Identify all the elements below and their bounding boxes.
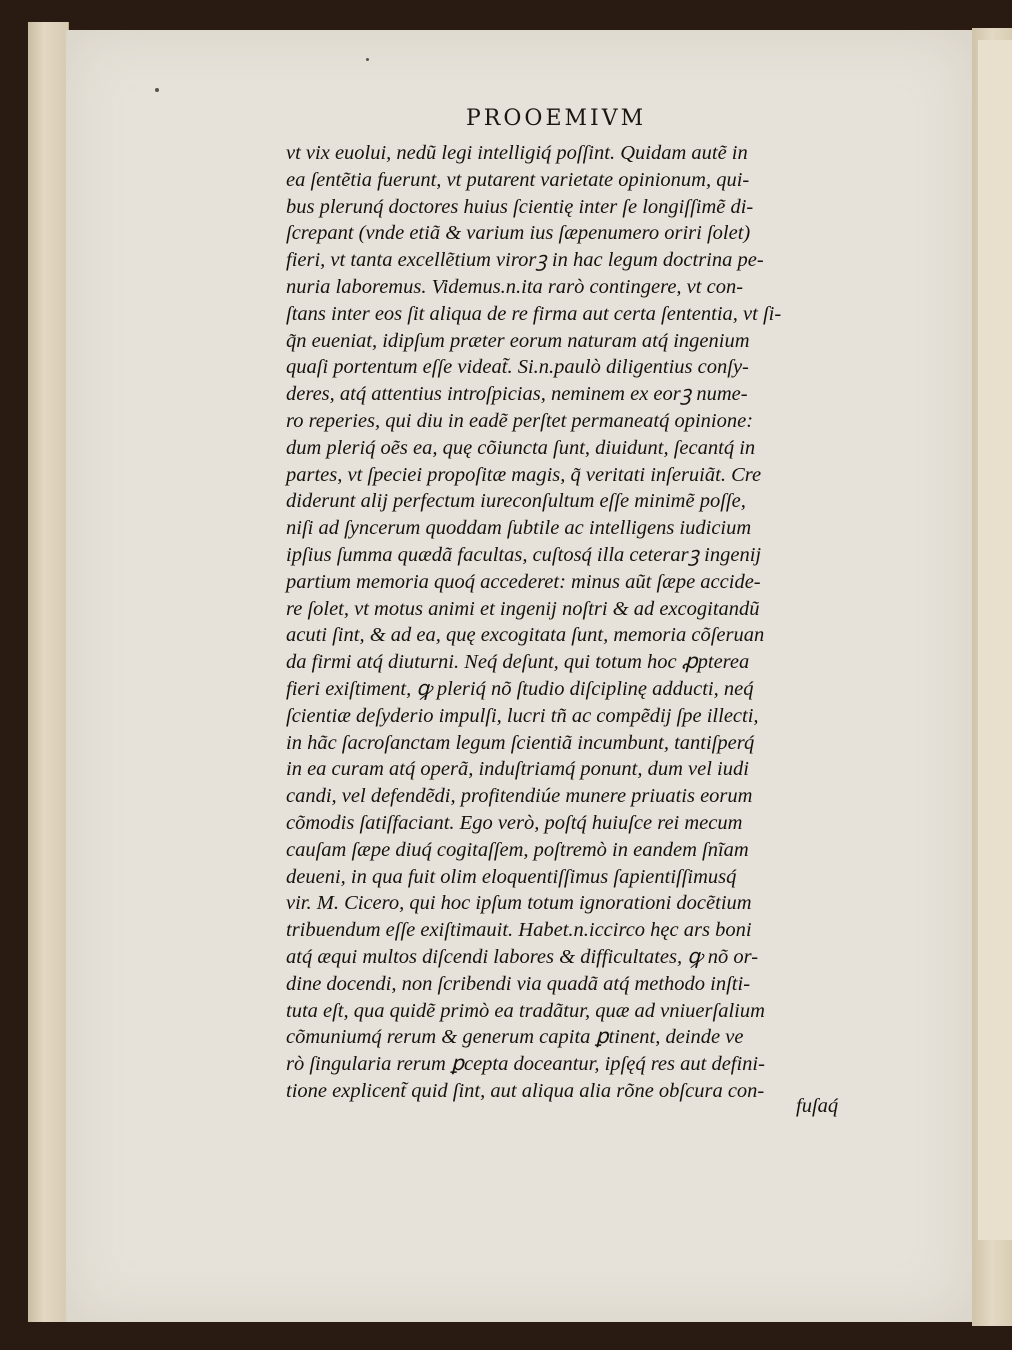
text-line: in hãc ſacroſanctam legum ſcientiã incumbunt, tantiſperq́ — [286, 731, 755, 754]
text-line: partes, vt ſpeciei propoſitæ magis, q̃ veritati inſeruiãt. Cre — [286, 463, 762, 486]
text-line: vt vix euolui, nedũ legi intelligiq́ poſſint. Quidam autẽ in — [286, 142, 748, 164]
text-line: ſcrepant (vnde etiã & varium ius ſæpenumero oriri ſolet) — [286, 222, 751, 245]
text-line: diderunt alij perfectum iureconſultum eſſe minimẽ poſſe, — [286, 490, 746, 513]
text-line: ea ſentẽtia fuerunt, vt putarent varietate opinionum, qui- — [286, 168, 750, 191]
text-line: bus plerunq́ doctores huius ſcientię inter ſe longiſſimẽ di- — [286, 195, 754, 218]
text-line: fieri exiſtiment, ꝙ pleriq́ nõ ſtudio diſciplinę adducti, neq́ — [286, 677, 754, 700]
text-line: da firmi atq́ diuturni. Neq́ deſunt, qui totum hoc ꝓpterea — [286, 651, 750, 674]
text-line: tribuendum eſſe exiſtimauit. Habet.n.iccirco hęc ars boni — [286, 919, 752, 942]
ink-speck — [366, 58, 369, 61]
text-line: ro reperies, qui diu in eadẽ perſtet permaneatq́ opinione: — [286, 409, 754, 432]
catchword: fuſaq́ — [796, 1095, 839, 1117]
text-line: ſcientiæ deſyderio impulſi, lucri tñ ac compẽdij ſpe illecti, — [286, 704, 759, 727]
text-line: in ea curam atq́ operã, induſtriamq́ ponunt, dum vel iudi — [286, 758, 749, 781]
text-line: ipſius ſumma quædã facultas, cuſtosq́ illa ceterarꝫ ingenij — [286, 543, 762, 566]
text-line: cõmodis ſatiſfaciant. Ego verò, poſtq́ huiuſce rei mecum — [286, 811, 743, 834]
text-line: niſi ad ſyncerum quoddam ſubtile ac intelligens iudicium — [286, 517, 752, 540]
text-line: deres, atq́ attentius introſpicias, neminem ex eorꝫ nume- — [286, 383, 748, 406]
text-line: re ſolet, vt motus animi et ingenij noſtri & ad excogitandũ — [286, 597, 760, 620]
text-line: acuti ſint, & ad ea, quę excogitata ſunt, memoria cõſeruan — [286, 624, 765, 647]
text-line: tione explicent̃ quid ſint, aut aliqua alia rõne obſcura con- — [286, 1079, 765, 1102]
text-line: quaſi portentum eſſe videat̃. Si.n.paulò diligentius conſy- — [286, 356, 749, 379]
text-line: tuta eſt, qua quidẽ primò ea tradãtur, quæ ad vniuerſalium — [286, 999, 765, 1022]
text-line: candi, vel defendẽdi, profitendiúe munere priuatis eorum — [286, 785, 753, 808]
text-line: fieri, vt tanta excellẽtium virorꝫ in hac legum doctrina pe- — [286, 249, 764, 272]
running-head: PROOEMIVM — [466, 106, 647, 131]
text-line: partium memoria quoq́ accederet: minus aũt ſæpe accide- — [286, 570, 761, 593]
text-line: dum pleriq́ oẽs ea, quę cõiuncta ſunt, diuidunt, ſecantq́ in — [286, 436, 756, 459]
ink-speck — [155, 88, 159, 92]
text-block — [286, 140, 886, 1105]
text-line: nuria laboremus. Videmus.n.ita rarò contingere, vt con- — [286, 275, 744, 298]
text-line: cõmuniumq́ rerum & generum capita ꝑtinent, deinde ve — [286, 1026, 744, 1049]
text-line: ſtans inter eos ſit aliqua de re firma aut certa ſententia, vt ſi- — [286, 302, 782, 325]
text-line: dine docendi, non ſcribendi via quadã atq́ methodo inſti- — [286, 972, 751, 995]
page-fore-edge — [978, 40, 1012, 1240]
text-line: q̃n eueniat, idipſum præter eorum naturam atq́ ingenium — [286, 329, 750, 352]
text-line: vir. M. Cicero, qui hoc ipſum totum ignorationi docẽtium — [286, 892, 752, 915]
text-line: atq́ æqui multos diſcendi labores & difficultates, ꝙ nõ or- — [286, 945, 759, 968]
text-line: deueni, in qua fuit olim eloquentiſſimus ſapientiſſimusq́ — [286, 865, 737, 888]
book-binding-edge — [28, 22, 69, 1322]
text-line: rò ſingularia rerum ꝑcepta doceantur, ipſęq́ res aut defini- — [286, 1053, 765, 1076]
text-line: cauſam ſæpe diuq́ cogitaſſem, poſtremò in eandem ſnĩam — [286, 838, 749, 861]
